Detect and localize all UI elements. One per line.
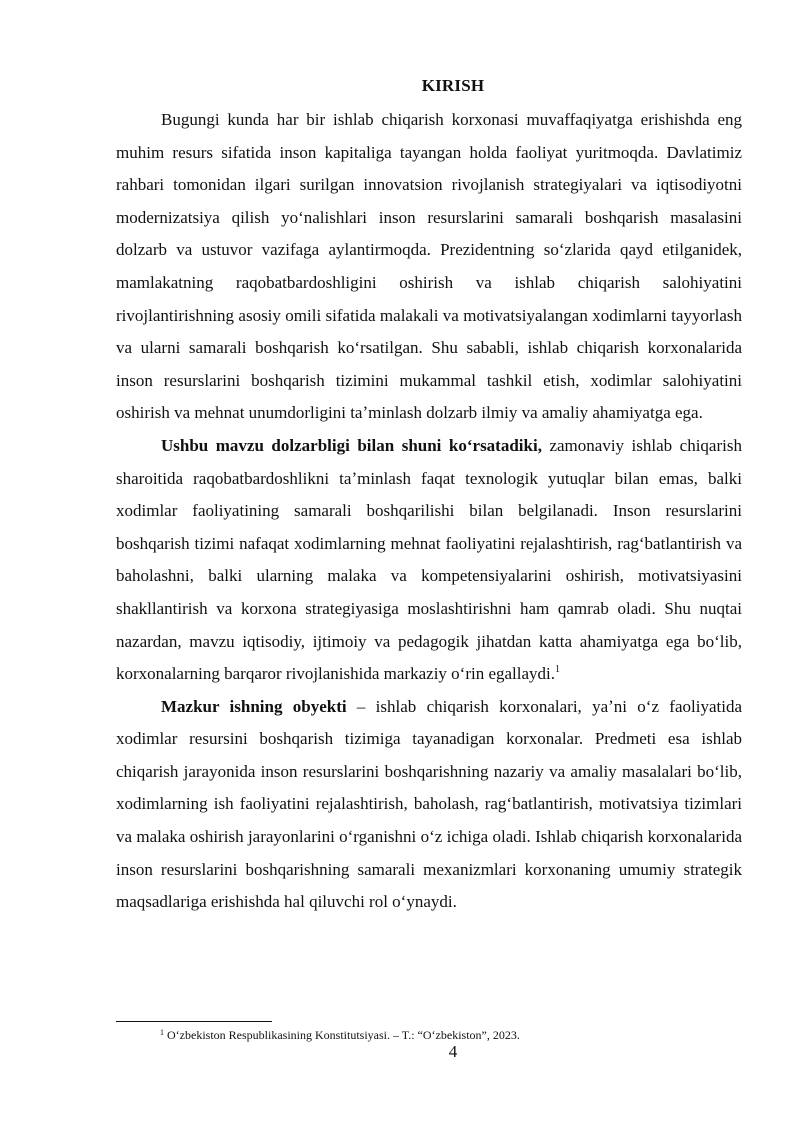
section-title: KIRISH — [421, 76, 485, 95]
footnote-separator — [116, 1021, 272, 1022]
paragraph-text: Bugungi kunda har bir ishlab chiqarish korxonasi muvaffaqiyatga erishishda eng muhim resurs sifatida inson kapitaliga tayangan holda faoliyat yuritmoqda. Davlatimiz rahbari tomonidan ilgari surilgan innovatsion rivojlanish strategiyalari va iqtisodiyotni modernizatsiya qilish yoʻnalishlari inson resurslarini samarali boshqarish masalasini dolzarb va ustuvor vazifaga aylantirmoqda. Prezidentning soʻzlarida qayd etilganidek, mamlakatning raqobatbardoshligini oshirish va ishlab chiqarish salohiyatini rivojlantirishning asosiy omili sifatida malakali va motivatsiyalangan xodimlarni tayyorlash va ularni samarali boshqarish koʻrsatilgan. Shu sababli, ishlab chiqarish korxonalarida inson resurslarini boshqarish tizimini mukammal tashkil etish, xodimlar salohiyatini oshirish va mehnat unumdorligini taʼminlash dolzarb ilmiy va amaliy ahamiyatga ega. — [116, 110, 742, 423]
footnote-text: Oʻzbekiston Respublikasining Konstitutsiyasi. – T.: “Oʻzbekiston”, 2023. — [167, 1028, 520, 1042]
paragraph-relevance — [116, 430, 742, 691]
page-number: 4 — [448, 1042, 458, 1061]
footnote — [160, 1027, 760, 1043]
paragraph-lead: Ushbu mavzu dolzarbligi bilan shuni koʻrsatadiki, — [161, 435, 542, 455]
paragraph-lead: Mazkur ishning obyekti — [161, 696, 347, 716]
footnote-number: 1 — [160, 1028, 164, 1037]
paragraph-object — [116, 691, 742, 919]
body-text — [116, 104, 742, 919]
paragraph-intro — [116, 104, 742, 430]
paragraph-text: – ishlab chiqarish korxonalari, yaʼni oʻz faoliyatida xodimlar resursini boshqarish tizimiga tayanadigan korxonalar. Predmeti esa ishlab chiqarish jarayonida inson resurslarini boshqarishning nazariy va amaliy masalalari boʻlib, xodimlarning ish faoliyatini rejalashtirish, baholash, ragʻbatlantirish, motivatsiya tizimlari va malaka oshirish jarayonlarini oʻrganishni oʻz ichiga oladi. Ishlab chiqarish korxonalarida inson resurslarini boshqarishning samarali mexanizmlari korxonaning umumiy strategik maqsadlariga erishishda hal qiluvchi rol oʻynaydi. — [116, 696, 742, 912]
paragraph-text: zamonaviy ishlab chiqarish sharoitida raqobatbardoshlikni taʼminlash faqat texnologik yutuqlar bilan emas, balki xodimlar faoliyatining samarali boshqarilishi bilan belgilanadi. Inson resurslarini boshqarish tizimi nafaqat xodimlarning mehnat faoliyatini rejalashtirish, ragʻbatlantirish va baholashni, balki ularning malaka va kompetensiyalarini oshirish, motivatsiyasini shakllantirish va korxona strategiyasiga moslashtirishni ham qamrab oladi. Shu nuqtai nazardan, mavzu iqtisodiy, ijtimoiy va pedagogik jihatdan katta ahamiyatga ega boʻlib, korxonalarning barqaror rivojlanishida markaziy oʻrin egallaydi. — [116, 435, 742, 684]
footnote-reference[interactable]: 1 — [555, 664, 561, 676]
